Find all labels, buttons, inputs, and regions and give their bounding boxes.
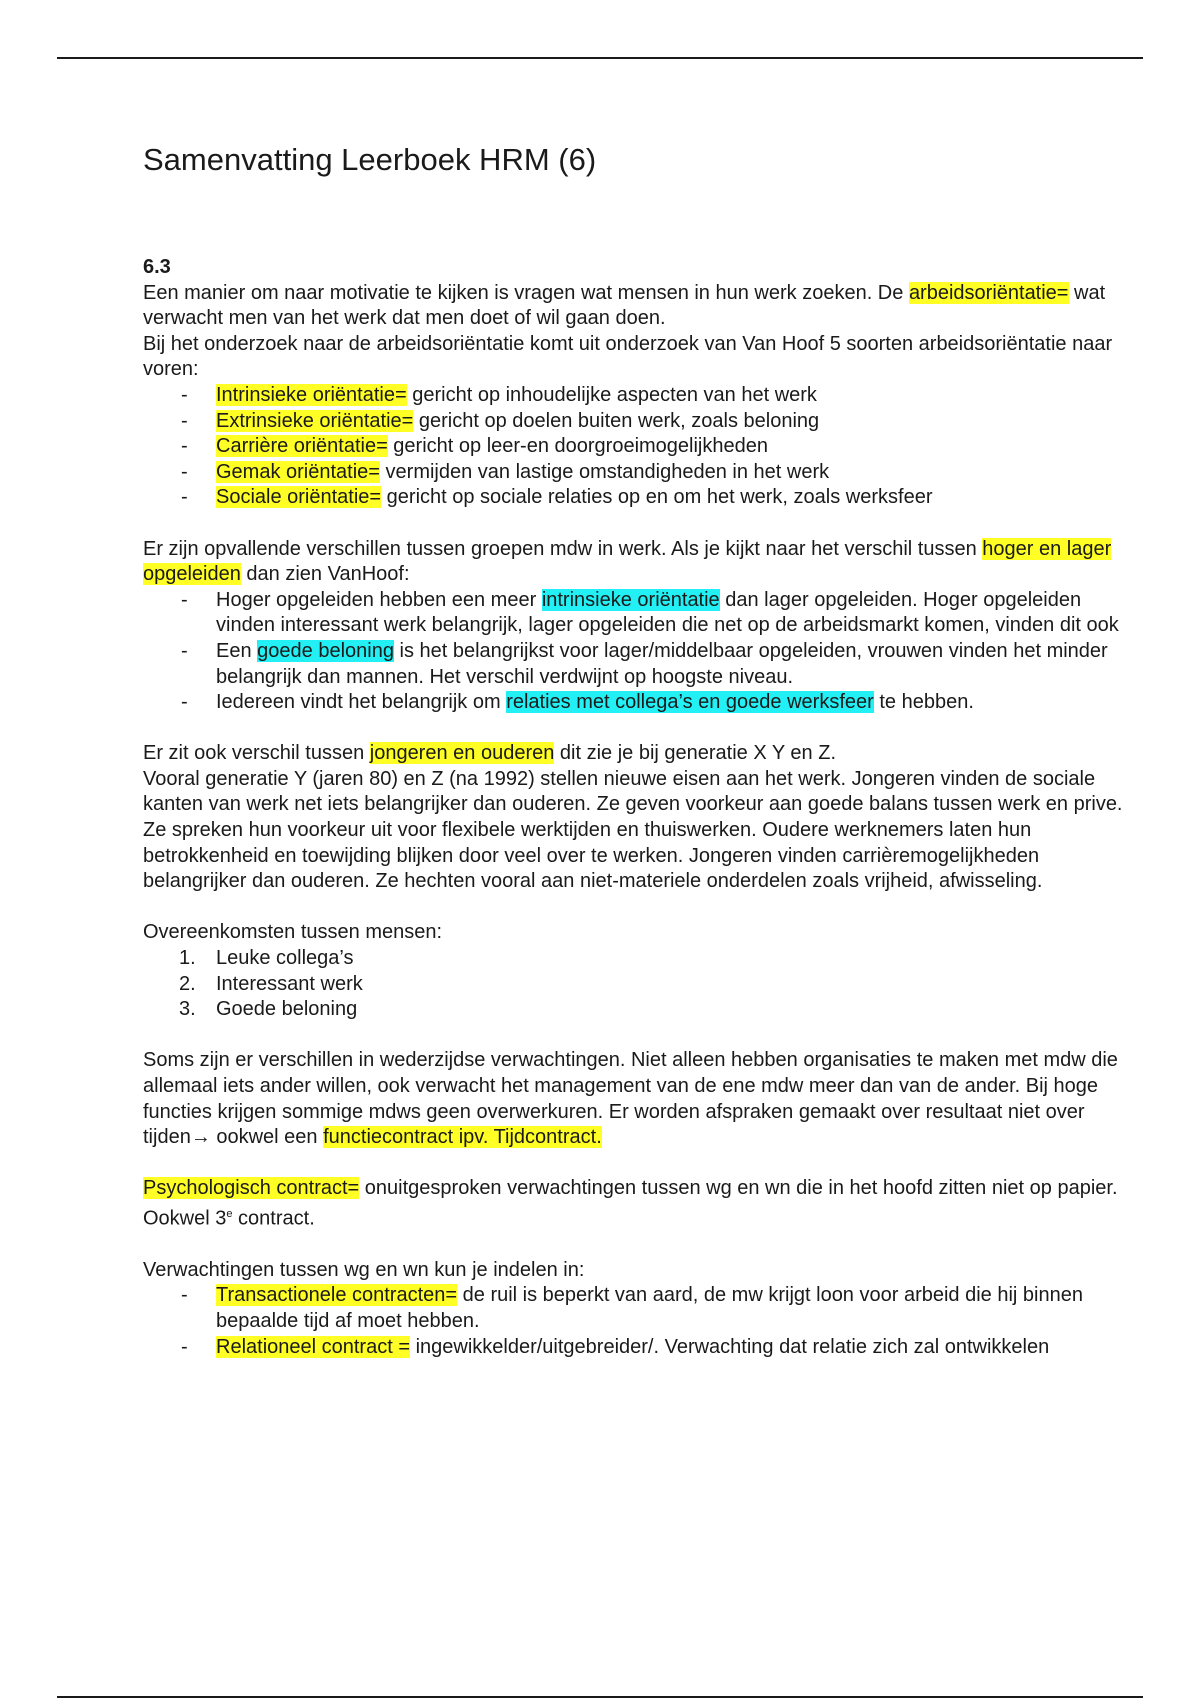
paragraph-text: onuitgesproken verwachtingen tussen wg en wn die in het hoofd zitten niet op papier. Ookwel 3 xyxy=(143,1177,1118,1230)
paragraph-text: Er zijn opvallende verschillen tussen groepen mdw in werk. Als je kijkt naar het verschil tussen xyxy=(143,537,983,560)
generations-paragraph xyxy=(143,741,1143,895)
highlight-term: Intrinsieke oriëntatie= xyxy=(216,383,407,406)
highlight-term: arbeidsoriëntatie= xyxy=(908,281,1069,304)
similarities-heading: Overeenkomsten tussen mensen: xyxy=(143,921,443,944)
groups-list xyxy=(143,588,1143,716)
highlight-term: Extrinsieke oriëntatie= xyxy=(216,409,414,432)
similarities-list xyxy=(143,946,1143,1023)
item-text: Leuke collega’s xyxy=(216,947,354,970)
list-item xyxy=(143,1335,1143,1361)
intro-line: Een manier om naar motivatie te kijken is vragen wat mensen in hun werk zoeken. De xyxy=(143,281,904,304)
item-text: is het belangrijkst voor lager/middelbaar opgeleiden, vrouwen vinden het minder belangrijk dan mannen. Het verschil verdwijnt op hoogste niveau. xyxy=(216,639,1108,688)
item-text: dan lager opgeleiden. Hoger opgeleiden vinden interessant werk belangrijk, lager opgeleiden die net op de arbeidsmarkt komen, vinden dit ook xyxy=(216,588,1119,637)
paragraph-text: dan zien VanHoof: xyxy=(240,563,410,586)
highlight-phrase: goede beloning xyxy=(257,639,394,662)
list-item xyxy=(143,460,1143,486)
intro-research: Bij het onderzoek naar de arbeidsoriëntatie komt uit onderzoek van Van Hoof 5 soorten arbeidsoriëntatie naar voren: xyxy=(143,332,1113,381)
intro-definition: wat verwacht men van het werk dat men doet of wil gaan doen. xyxy=(143,281,1106,330)
highlight-term: functiecontract ipv. Tijdcontract. xyxy=(323,1126,602,1149)
highlight-term: Gemak oriëntatie= xyxy=(216,460,380,483)
item-text: te hebben. xyxy=(873,691,974,714)
item-text: Iedereen vindt het belangrijk om xyxy=(216,691,507,714)
item-text: Een xyxy=(216,639,258,662)
paragraph-text: dit zie je bij generatie X Y en Z. xyxy=(554,742,837,765)
highlight-phrase: relaties met collega’s en goede werksfeer xyxy=(506,691,874,714)
highlight-term: Relationeel contract = xyxy=(216,1335,411,1358)
orientation-list xyxy=(143,383,1143,511)
paragraph-text: Vooral generatie Y (jaren 80) en Z (na 1992) stellen nieuwe eisen aan het werk. Jongeren vinden de sociale kanten van werk net iets belangrijker dan ouderen. Ze geven voorkeur aan goede balans tussen werk en prive. Ze spreken hun voorkeur uit voor flexibele werktijden en thuiswerken. Oudere werknemers laten hun betrokkenheid en toewijding blijken door veel over te werken. Jongeren vinden carrièremogelijkheden belangrijker dan ouderen. Ze hechten vooral aan niet-materiele onderdelen zoals vrijheid, afwisseling. xyxy=(143,767,1123,893)
list-item xyxy=(143,690,1143,716)
list-item xyxy=(143,485,1143,511)
term-description: de ruil is beperkt van aard, de mw krijgt loon voor arbeid die hij binnen bepaalde tijd af moet hebben. xyxy=(216,1284,1083,1332)
highlight-term: hoger en lager opgeleiden xyxy=(143,537,1112,586)
item-number: 3. xyxy=(179,998,196,1021)
list-item xyxy=(143,972,1143,998)
footer-rule xyxy=(57,1696,1143,1698)
superscript: e xyxy=(226,1207,233,1220)
item-number: 1. xyxy=(179,947,196,970)
list-item xyxy=(143,639,1143,690)
term-description: gericht op doelen buiten werk, zoals beloning xyxy=(413,409,820,432)
item-text: Goede beloning xyxy=(216,998,358,1021)
list-item xyxy=(143,434,1143,460)
highlight-term: Psychologisch contract= xyxy=(143,1177,360,1200)
contracts-heading: Verwachtingen tussen wg en wn kun je indelen in: xyxy=(143,1258,585,1281)
list-item xyxy=(143,1283,1143,1334)
paragraph-text: Soms zijn er verschillen in wederzijdse verwachtingen. Niet alleen hebben organisaties te maken met mdw die allemaal iets ander willen, ook verwacht het management van de ene mdw meer dan van de ander. Bij hoge functies krijgen sommige mdws geen overwerkuren. Er worden afspraken gemaakt over resultaat niet over tijden xyxy=(143,1049,1118,1149)
paragraph-text: ookwel een xyxy=(210,1126,324,1149)
highlight-term: Carrière oriëntatie= xyxy=(216,435,388,458)
highlight-phrase: intrinsieke oriëntatie xyxy=(541,588,720,611)
highlight-term: jongeren en ouderen xyxy=(369,742,555,765)
expectations-paragraph xyxy=(143,1048,1143,1150)
term-description: gericht op inhoudelijke aspecten van het werk xyxy=(406,383,817,406)
list-item xyxy=(143,383,1143,409)
item-number: 2. xyxy=(179,972,196,995)
psych-contract-paragraph xyxy=(143,1176,1143,1232)
paragraph-text: contract. xyxy=(232,1207,315,1230)
highlight-term: Sociale oriëntatie= xyxy=(216,486,382,509)
groups-paragraph xyxy=(143,537,1143,588)
list-item xyxy=(143,588,1143,639)
item-text: Hoger opgeleiden hebben een meer xyxy=(216,588,542,611)
item-text: Interessant werk xyxy=(216,972,363,995)
header-rule xyxy=(57,57,1143,59)
highlight-term: Transactionele contracten= xyxy=(216,1284,458,1307)
paragraph-text: Er zit ook verschil tussen xyxy=(143,742,370,765)
section-number: 6.3 xyxy=(143,256,171,278)
arrow-icon: → xyxy=(190,1126,211,1149)
list-item xyxy=(143,409,1143,435)
list-item xyxy=(143,946,1143,972)
term-description: vermijden van lastige omstandigheden in het werk xyxy=(379,460,830,483)
intro-paragraph xyxy=(143,281,1143,383)
term-description: gericht op sociale relaties op en om het werk, zoals werksfeer xyxy=(381,486,933,509)
document-title: Samenvatting Leerboek HRM (6) xyxy=(143,142,597,177)
list-item xyxy=(143,997,1143,1023)
contracts-list xyxy=(143,1283,1143,1360)
term-description: ingewikkelder/uitgebreider/. Verwachting dat relatie zich zal ontwikkelen xyxy=(410,1335,1050,1358)
term-description: gericht op leer-en doorgroeimogelijkheden xyxy=(387,435,768,458)
document-body xyxy=(143,255,1143,1360)
